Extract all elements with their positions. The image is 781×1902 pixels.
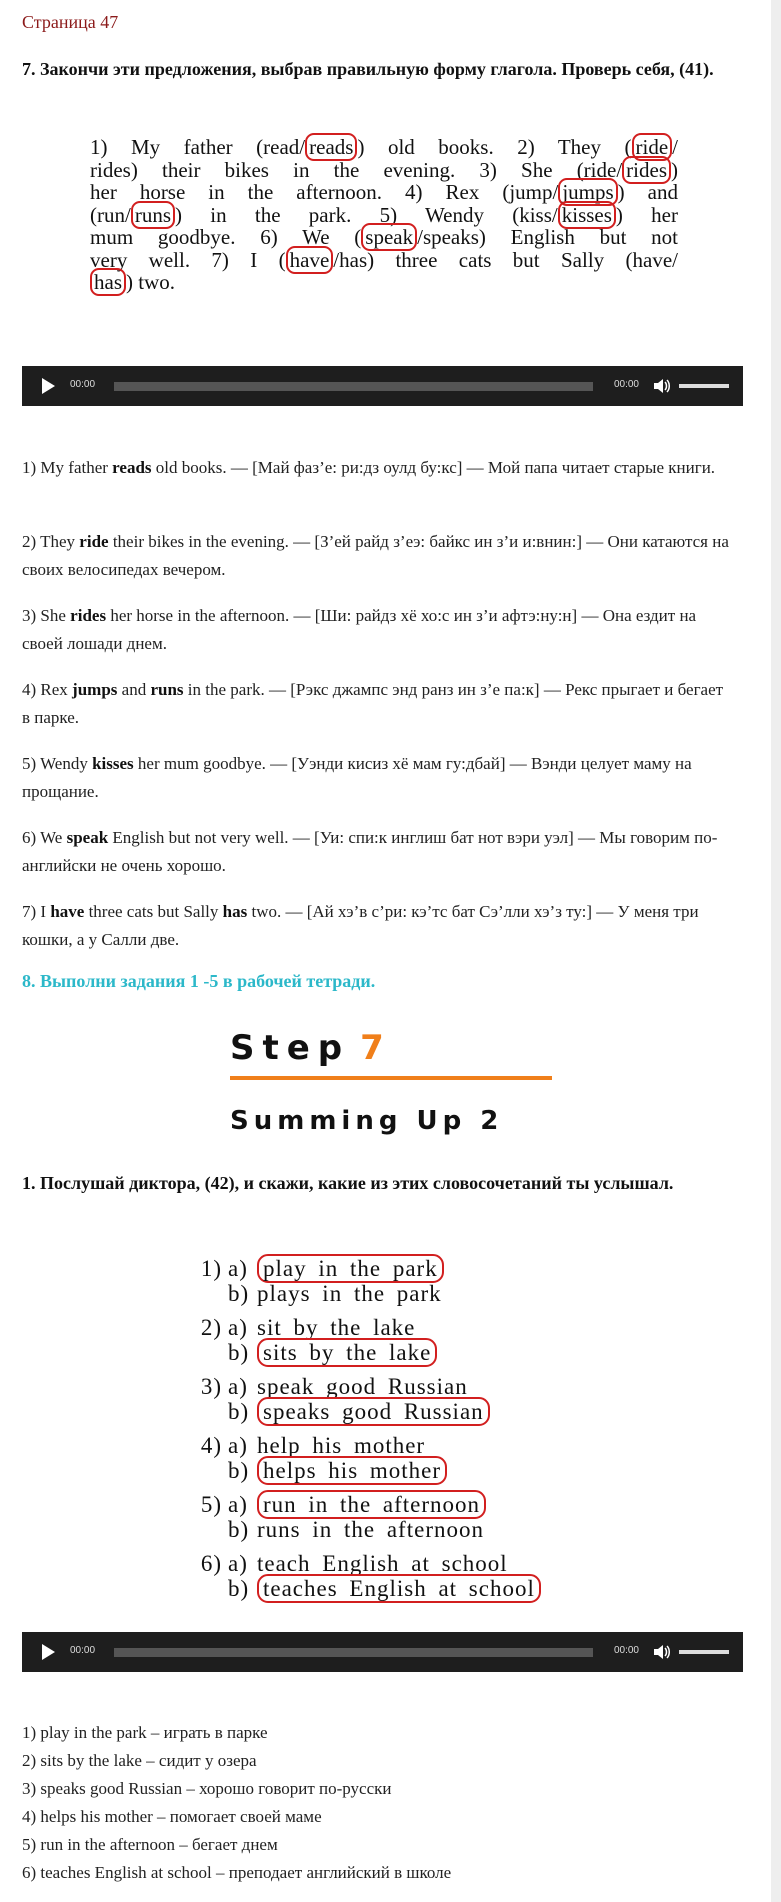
sentence-text: their bikes in the evening. — [З’ей райд з’еэ: байкс ин з’и и:внин:] — Они катаются на своих велосипедах вечером. [22,532,729,579]
exercise-line [90,136,678,159]
circled-answer: have [286,246,334,274]
combination-option-b [228,1281,442,1306]
translation-sentence [22,750,732,806]
translation-sentence [22,602,732,658]
step-number: 7 [360,1028,392,1068]
sentence-text: three cats but Sally [84,902,223,921]
option-text: plays in the park [257,1281,442,1306]
verb-highlight: ride [79,532,109,551]
task-1-title: 1. Послушай диктора, (42), и скажи, какие из этих словосочетаний ты услышал. [22,1173,674,1193]
combination-option-a [228,1433,425,1458]
sentence-text: 5) Wendy [22,754,93,773]
duration: 00:00 [613,379,639,390]
translation-sentence [22,454,732,482]
sentence-text: two. — [Ай хэ’в с’ри: кэ’тс бат Сэ’лли хэ’з ту:] — У меня три кошки, а у Салли две. [22,902,699,949]
combination-number: 6) [200,1551,222,1576]
seek-bar[interactable] [114,382,593,391]
exercise-text: mum goodbye. 6) We ( [90,225,362,249]
exercise-text: ) [671,157,678,182]
task-7-exercise-image [90,136,678,294]
translation-sentence [22,824,732,880]
option-text: speak good Russian [257,1374,468,1399]
exercise-text: ) in the park. 5) Wendy (kiss/ [175,202,558,227]
combination-option-a [228,1315,415,1340]
exercise-line [90,271,678,294]
answer-line: 2) sits by the lake – сидит у озера [22,1751,257,1770]
current-time: 00:00 [70,1645,96,1656]
play-icon[interactable] [42,378,55,394]
seek-bar[interactable] [114,1648,593,1657]
volume-slider[interactable] [679,1650,729,1654]
circled-answer: speaks good Russian [257,1397,490,1426]
verb-highlight: reads [112,458,152,477]
page-number-label: Страница 47 [22,12,119,32]
exercise-text: / [672,135,678,159]
sentence-text: old books. — [Май фаз’е: ри:дз оулд бу:кс] — Мой папа читает старые книги. [151,458,716,477]
option-letter: a) [228,1551,248,1576]
option-text: sit by the lake [257,1315,416,1340]
circled-answer: rides [622,156,671,184]
page-edge-shade [771,0,781,1902]
sentence-text: 2) They [22,532,80,551]
sentence-text: her horse in the afternoon. — [Ши: райдз хё хо:с ин з’и афтэ:ну:н] — Она ездит на своей лошади днем. [22,606,697,653]
step-subtitle: Summing Up 2 [230,1106,504,1136]
verb-highlight: runs [150,680,184,699]
circled-answer: speak [361,223,417,251]
exercise-text: /has) three cats but Sally (have/ [333,247,678,272]
exercise-text: ) old books. 2) They ( [357,135,632,159]
circled-answer: runs [131,201,175,229]
answer-line: 4) helps his mother – помогает своей маме [22,1807,322,1826]
combination-number: 2) [200,1315,222,1340]
circled-answer: ride [632,133,673,161]
sentence-text: and [117,680,151,699]
verb-highlight: have [50,902,85,921]
circled-answer: sits by the lake [257,1338,437,1367]
duration: 00:00 [613,1645,639,1656]
translation-sentence [22,528,732,584]
sentence-text: her mum goodbye. — [Уэнди кисиз хё мам гу:дбай] — Вэнди целует маму на прощание. [22,754,692,801]
task-7-title: 7. Закончи эти предложения, выбрав правильную форму глагола. Проверь себя, (41). [22,59,714,79]
option-letter: b) [228,1281,250,1306]
sentence-text: 3) She [22,606,71,625]
option-letter: b) [228,1340,250,1365]
circled-answer: teaches English at school [257,1574,541,1603]
option-letter: a) [228,1374,248,1399]
combination-option-a [228,1256,444,1281]
verb-highlight: rides [70,606,107,625]
combination-option-b [228,1576,541,1601]
option-text: help his mother [257,1433,426,1458]
circled-answer: play in the park [257,1254,444,1283]
step-heading [230,1028,392,1068]
combination-number: 3) [200,1374,222,1399]
volume-icon[interactable] [653,377,671,395]
combination-option-b [228,1399,490,1424]
combination-option-a [228,1551,508,1576]
answer-line: 3) speaks good Russian – хорошо говорит по-русски [22,1779,392,1798]
exercise-text: her horse in the afternoon. 4) Rex (jump/ [90,180,559,204]
answer-line: 5) run in the afternoon – бегает днем [22,1835,278,1854]
sentence-text: 7) I [22,902,51,921]
exercise-text: very well. 7) I ( [90,247,286,272]
play-icon[interactable] [42,1644,55,1660]
option-letter: b) [228,1399,250,1424]
sentence-text: English but not very well. — [Уи: спи:к инглиш бат нот вэри уэл] — Мы говорим по-английски не очень хорошо. [22,828,718,875]
exercise-text: ) and [617,180,678,204]
answers-list [22,1719,451,1887]
sentence-text: 6) We [22,828,67,847]
combination-option-b [228,1340,437,1365]
combination-number: 4) [200,1433,222,1458]
exercise-line [90,249,678,272]
option-letter: a) [228,1315,248,1340]
audio-player-1[interactable] [22,366,743,406]
volume-slider[interactable] [679,384,729,388]
circled-answer: helps his mother [257,1456,447,1485]
circled-answer: jumps [558,178,617,206]
sentence-text: 4) Rex [22,680,73,699]
circled-answer: kisses [558,201,616,229]
combination-option-a [228,1374,468,1399]
volume-icon[interactable] [653,1643,671,1661]
option-letter: a) [228,1256,248,1281]
option-letter: a) [228,1492,248,1517]
verb-highlight: has [222,902,248,921]
audio-player-2[interactable] [22,1632,743,1672]
answer-line: 1) play in the park – играть в парке [22,1723,268,1742]
option-letter: b) [228,1576,250,1601]
step-underline [230,1076,552,1080]
answer-line: 6) teaches English at school – преподает английский в школе [22,1863,452,1882]
option-letter: b) [228,1458,250,1483]
current-time: 00:00 [70,379,96,390]
verb-highlight: speak [66,828,109,847]
option-letter: b) [228,1517,250,1542]
step-word: Step [230,1028,351,1068]
circled-answer: has [90,268,126,296]
exercise-text: 1) My father (read/ [90,135,306,159]
verb-highlight: jumps [72,680,118,699]
translation-sentence [22,898,732,954]
exercise-text: rides) their bikes in the evening. 3) She (ride/ [90,157,623,182]
combination-option-b [228,1458,447,1483]
option-text: runs in the afternoon [257,1517,484,1542]
circled-answer: run in the afternoon [257,1490,486,1519]
combination-option-a [228,1492,486,1517]
exercise-text: /speaks) English but not [417,225,678,249]
exercise-text: ) two. [126,270,175,294]
exercise-line [90,226,678,249]
combination-option-b [228,1517,484,1542]
option-letter: a) [228,1433,248,1458]
sentence-text: 1) My father [22,458,113,477]
combination-number: 1) [200,1256,222,1281]
verb-highlight: kisses [92,754,134,773]
combination-number: 5) [200,1492,222,1517]
sentence-text: in the park. — [Рэкс джампс энд ранз ин з’е па:к] — Рекс прыгает и бегает в парке. [22,680,724,727]
exercise-text: ) her [615,202,678,227]
exercise-text: (run/ [90,202,131,227]
task-8-title: 8. Выполни задания 1 -5 в рабочей тетради. [22,971,376,991]
option-text: teach English at school [257,1551,508,1576]
circled-answer: reads [305,133,357,161]
translation-sentence [22,676,732,732]
